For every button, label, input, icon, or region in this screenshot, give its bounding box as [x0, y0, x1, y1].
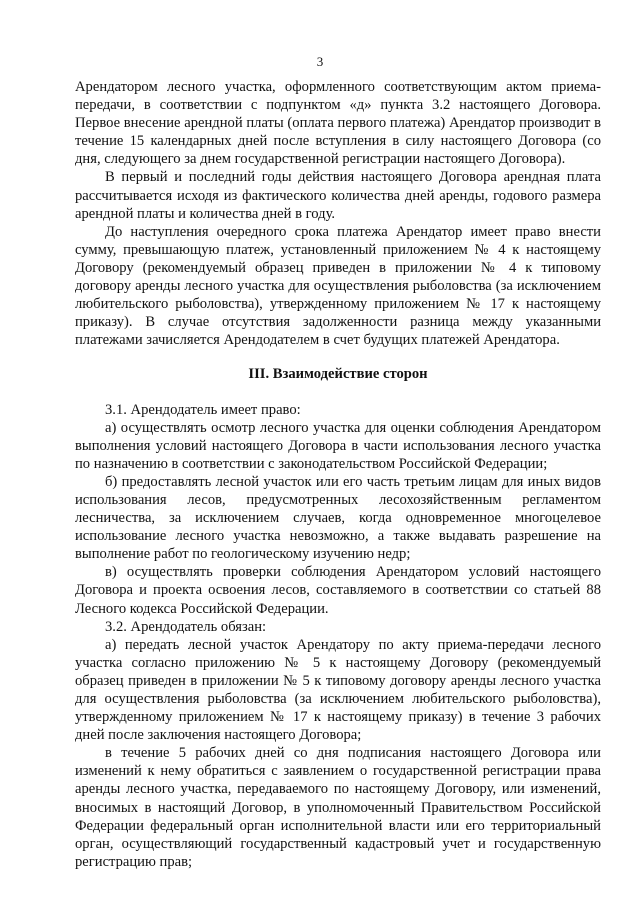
- paragraph: 3.1. Арендодатель имеет право:: [105, 401, 301, 418]
- paragraph: б) предоставлять лесной участок или его часть третьим лицам для иных видов использования лесов, предусмотренных лесохозяйственным регламентом лесничества, за исключением случаев, когда одновременное многоцелевое использование лесного участка невозможно, а также выдавать разрешение на выполнение работ по геологическому изучению недр;: [75, 473, 601, 563]
- document-body: [75, 78, 601, 871]
- paragraph: в) осуществлять проверки соблюдения Арендатором условий настоящего Договора и проекта освоения лесов, составляемого в соответствии со статьей 88 Лесного кодекса Российской Федерации.: [75, 564, 601, 617]
- paragraph: До наступления очередного срока платежа Арендатор имеет право внести сумму, превышающую платеж, установленный приложением № 4 к настоящему Договору (рекомендуемый образец приведен в приложении № 4 к типовому договору аренды лесного участка для осуществления рыболовства (за исключением любительского рыболовства), утвержденному приложением № 17 к настоящему приказу). В случае отсутствия задолженности разница между указанными платежами зачисляется Арендодателем в счет будущих платежей Арендатора.: [75, 223, 601, 349]
- paragraph: а) осуществлять осмотр лесного участка для оценки соблюдения Арендатором выполнения условий настоящего Договора в части использования лесного участка по назначению в соответствии с законодательством Российской Федерации;: [75, 419, 601, 472]
- paragraph: 3.2. Арендодатель обязан:: [105, 618, 267, 635]
- paragraph: Арендатором лесного участка, оформленного соответствующим актом приема-передачи, в соответствии с подпунктом «д» пункта 3.2 настоящего Договора. Первое внесение арендной платы (оплата первого платежа) Арендатор производит в течение 15 календарных дней после вступления в силу настоящего Договора (со дня, следующего за днем государственной регистрации настоящего Договора).: [75, 79, 601, 168]
- section-title: III. Взаимодействие сторон: [248, 366, 428, 383]
- paragraph: в течение 5 рабочих дней со дня подписания настоящего Договора или изменений к нему обратиться с заявлением о государственной регистрации права аренды лесного участка, передаваемого по настоящему Договору, или изменений, вносимых в настоящий Договор, в уполномоченный Правительством Российской Федерации федеральный орган исполнительной власти или его территориальный орган, осуществляющий государственный кадастровый учет и государственную регистрацию прав;: [75, 745, 601, 870]
- page-number: 3: [316, 54, 324, 69]
- paragraph: а) передать лесной участок Арендатору по акту приема-передачи лесного участка согласно приложению № 5 к настоящему Договору (рекомендуемый образец приведен в приложении № 5 к типовому договору аренды лесного участка для осуществления рыболовства (за исключением любительского рыболовства), утвержденному приложением № 17 к настоящему приказу) в течение 3 рабочих дней после заключения настоящего Договора;: [75, 636, 601, 744]
- paragraph: В первый и последний годы действия настоящего Договора арендная плата рассчитывается исходя из фактического количества дней аренды, годового размера арендной платы и количества дней в году.: [75, 169, 601, 222]
